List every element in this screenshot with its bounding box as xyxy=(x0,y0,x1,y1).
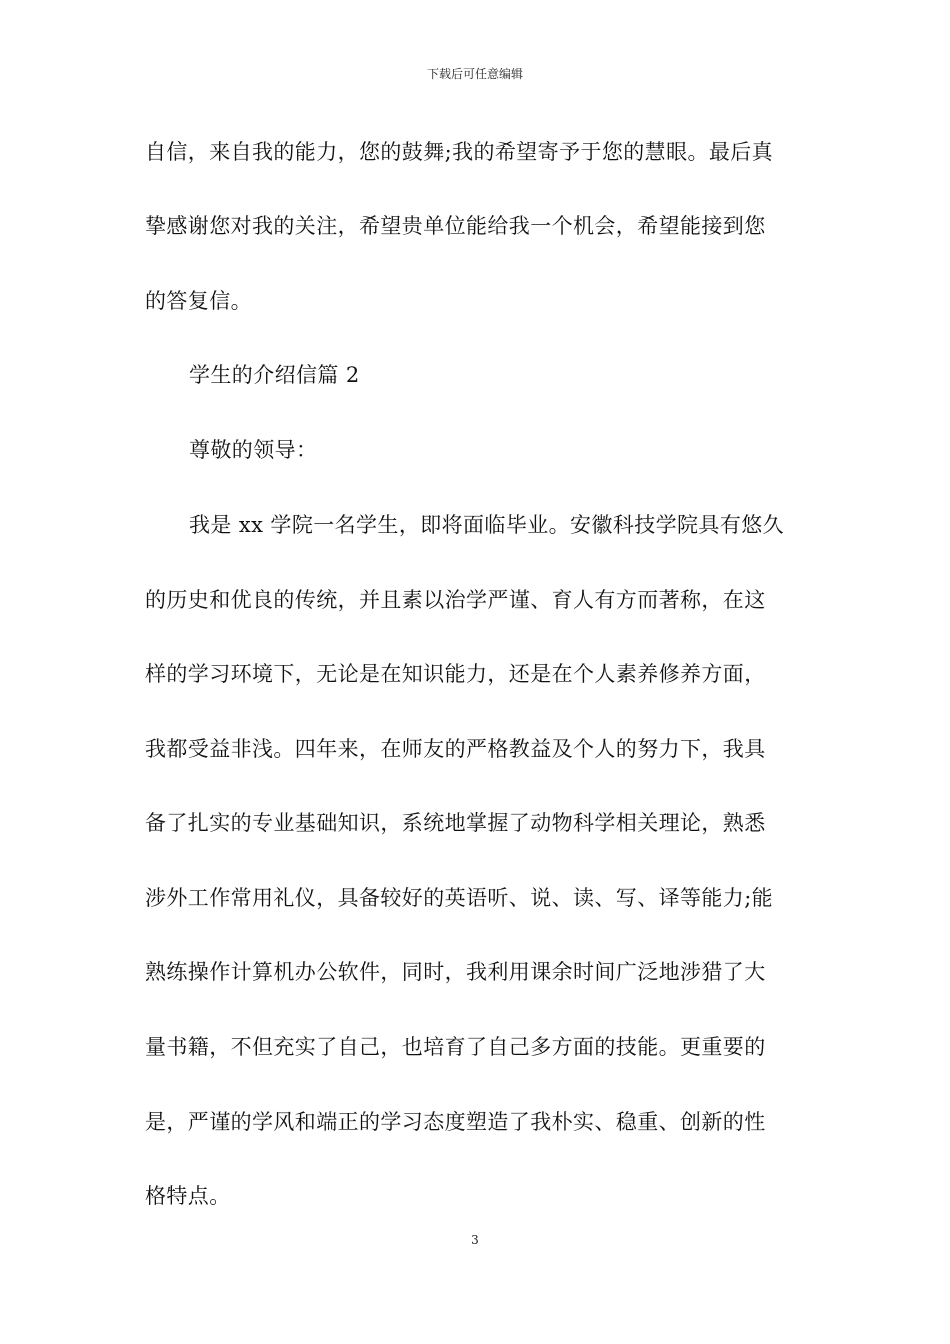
body-line-14: 是，严谨的学风和端正的学习态度塑造了我朴实、稳重、创新的性 xyxy=(145,1110,766,1134)
body-line-15: 格特点。 xyxy=(145,1184,231,1208)
body-line-1: 自信，来自我的能力，您的鼓舞;我的希望寄予于您的慧眼。最后真 xyxy=(145,140,774,164)
body-line-7: 的历史和优良的传统，并且素以治学严谨、育人有方而著称，在这 xyxy=(145,588,766,612)
salutation: 尊敬的领导： xyxy=(189,438,318,462)
body-line-9: 我都受益非浅。四年来，在师友的严格教益及个人的努力下，我具 xyxy=(145,737,766,761)
body-line-8: 样的学习环境下，无论是在知识能力，还是在个人素养修养方面， xyxy=(145,662,766,686)
body-line-11: 涉外工作常用礼仪，具备较好的英语听、说、读、写、译等能力;能 xyxy=(145,886,774,910)
page-header: 下载后可任意编辑 xyxy=(426,67,523,81)
section-heading: 学生的介绍信篇 2 xyxy=(189,363,360,387)
body-line-2: 挚感谢您对我的关注，希望贵单位能给我一个机会，希望能接到您 xyxy=(145,214,766,238)
body-line-3: 的答复信。 xyxy=(145,289,252,313)
body-line-6: 我是 xx 学院一名学生，即将面临毕业。安徽科技学院具有悠久 xyxy=(189,513,785,537)
body-line-10: 备了扎实的专业基础知识，系统地掌握了动物科学相关理论，熟悉 xyxy=(145,811,766,835)
body-line-12: 熟练操作计算机办公软件，同时，我利用课余时间广泛地涉猎了大 xyxy=(145,960,766,984)
body-line-13: 量书籍，不但充实了自己，也培育了自己多方面的技能。更重要的 xyxy=(145,1035,766,1059)
page-number: 3 xyxy=(471,1233,479,1247)
